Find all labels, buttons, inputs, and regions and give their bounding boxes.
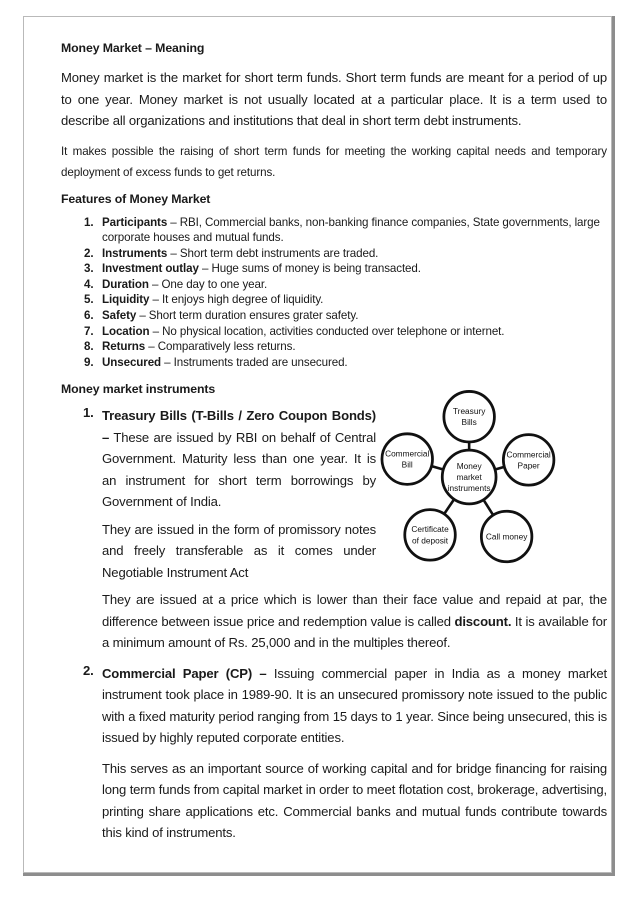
list-item-term: Investment outlay [102, 262, 199, 276]
list-marker: 1. [84, 215, 94, 229]
commercial-paper-para-1 [102, 663, 607, 749]
list-marker: 3. [84, 262, 94, 276]
list-marker: 7. [84, 324, 94, 338]
list-item-dash: – [161, 355, 174, 369]
money-market-instruments-diagram [351, 362, 571, 592]
treasury-bills-term: Treasury Bills (T-Bills / Zero Coupon Bonds) – [102, 408, 376, 445]
commercial-paper-para-2: This serves as an important source of working capital and for bridge financing for raising long term funds from capital market in order to meet flotation cost, brokerage, advertising, printing share applications etc. Commercial banks and mutual funds contribute towards this kind of instruments. [102, 760, 607, 841]
list-item-term: Participants [102, 215, 168, 229]
list-marker: 2. [83, 662, 94, 678]
instrument-commercial-paper [61, 663, 607, 844]
list-item [61, 292, 607, 308]
instruments-heading: Money market instruments [61, 382, 216, 397]
discount-text-a: They are issued at a price which is lower than their face value and repaid at par, the difference between issue price and redemption value is called [102, 592, 607, 629]
list-marker: 4. [84, 277, 94, 291]
list-item [61, 339, 607, 355]
commercial-paper-term: Commercial Paper (CP) – [102, 665, 267, 681]
list-item-dash: – [198, 262, 212, 276]
list-item-term: Unsecured [102, 355, 162, 369]
diagram-node-call-money [481, 511, 532, 562]
treasury-bills-para-1 [102, 405, 376, 513]
list-item-term: Liquidity [102, 293, 150, 307]
diagram-node-commercial-bill [382, 434, 433, 485]
diagram-nodes [382, 391, 554, 561]
list-item-term: Duration [102, 277, 149, 291]
list-item [61, 324, 607, 340]
diagram-center-node [442, 450, 496, 504]
commercial-paper-body: Issuing commercial paper in India as a money market instrument took place in 1989-90. It is an unsecured promissory note issued to the public with a fixed maturity period ranging from 15 days to 1 year. Since being unsecured, this is issued by highly reputed corporate entities. [102, 665, 607, 746]
list-item-text: No physical location, activities conducted over telephone or internet. [162, 324, 505, 338]
diagram-svg [351, 362, 571, 592]
list-item-dash: – [167, 246, 180, 260]
list-item-term: Safety [102, 309, 137, 323]
list-marker: 8. [84, 340, 94, 354]
discount-text-b: It is available for a minimum amount of Rs. 25,000 and in the multiples thereof. [102, 613, 607, 651]
second-paragraph: It makes possible the raising of short term funds for meeting the working capital needs and temporary deployment of excess funds to get returns. [61, 144, 607, 179]
list-item-text: It enjoys high degree of liquidity. [162, 293, 324, 307]
list-item [61, 308, 607, 324]
list-marker: 1. [83, 405, 94, 421]
treasury-bills-para-3 [102, 589, 607, 654]
list-item-text: Comparatively less returns. [157, 340, 296, 354]
list-item-term: Instruments [102, 246, 168, 260]
list-marker: 9. [84, 355, 94, 369]
diagram-node-certificate-of-deposit-label-line: of deposit [412, 535, 449, 546]
diagram-node-certificate-of-deposit [405, 510, 456, 561]
diagram-node-call-money-label-line: Call money [485, 531, 528, 542]
list-item-dash: – [149, 293, 162, 307]
page-title: Money Market – Meaning [61, 41, 205, 55]
instrument-treasury-bills-continued [61, 589, 607, 654]
intro-paragraph: Money market is the market for short term funds. Short term funds are meant for a period of up to one year. Money market is not usually located at a particular place. It is a term used to describe all organizations and institutions that deal in short term debt instruments. [61, 70, 607, 128]
list-item-text: Instruments traded are unsecured. [173, 355, 348, 369]
list-item [61, 215, 607, 246]
list-item-term: Returns [102, 340, 146, 354]
list-marker: 2. [84, 246, 94, 260]
list-item-dash: – [136, 309, 149, 323]
list-item-term: Location [102, 324, 150, 338]
diagram-center-node-label-line: Money [456, 460, 482, 471]
list-item-dash: – [167, 215, 180, 229]
list-item-dash: – [149, 324, 163, 338]
list-item-text: RBI, Commercial banks, non-banking finance companies, State governments, large corporate houses and mutual funds. [102, 215, 600, 245]
connector-certificate-of-deposit [444, 499, 455, 515]
diagram-center-node-label-line: market [456, 471, 482, 482]
diagram-node-commercial-paper [503, 435, 554, 486]
connector-call-money [483, 499, 494, 516]
diagram-node-treasury-bills-label-line: Bills [461, 417, 477, 428]
diagram-node-treasury-bills-label-line: Treasury [452, 406, 486, 417]
diagram-node-commercial-paper-label-line: Paper [517, 460, 540, 471]
diagram-node-treasury-bills [444, 391, 495, 442]
diagram-node-certificate-of-deposit-label-line: Certificate [411, 524, 449, 535]
list-item-text: Huge sums of money is being transacted. [211, 262, 421, 276]
list-item-text: One day to one year. [161, 277, 268, 291]
diagram-node-commercial-bill-label-line: Commercial [385, 448, 430, 459]
diagram-node-commercial-bill-label-line: Bill [401, 459, 413, 470]
treasury-bills-para-2: They are issued in the form of promissory notes and freely transferable as it comes under Negotiable Instrument Act [102, 521, 376, 580]
list-item-dash: – [148, 277, 162, 291]
list-item [61, 277, 607, 293]
features-list [61, 215, 607, 371]
diagram-node-commercial-paper-label-line: Commercial [506, 449, 551, 460]
diagram-center-node-label-line: instruments [447, 482, 491, 493]
instrument-treasury-bills [61, 405, 376, 583]
discount-keyword: discount. [454, 613, 512, 629]
list-item-text: Short term duration ensures grater safety. [148, 309, 359, 323]
list-item-text: Short term debt instruments are traded. [179, 246, 379, 260]
treasury-bills-body: These are issued by RBI on behalf of Central Government. Maturity less than one year. It is an instrument for short term borrowings by Government of India. [102, 429, 376, 510]
list-marker: 5. [84, 293, 94, 307]
features-heading: Features of Money Market [61, 191, 211, 206]
list-item [61, 246, 607, 262]
list-item [61, 261, 607, 277]
list-marker: 6. [84, 309, 94, 323]
list-item-dash: – [145, 340, 158, 354]
document-page [23, 16, 612, 873]
